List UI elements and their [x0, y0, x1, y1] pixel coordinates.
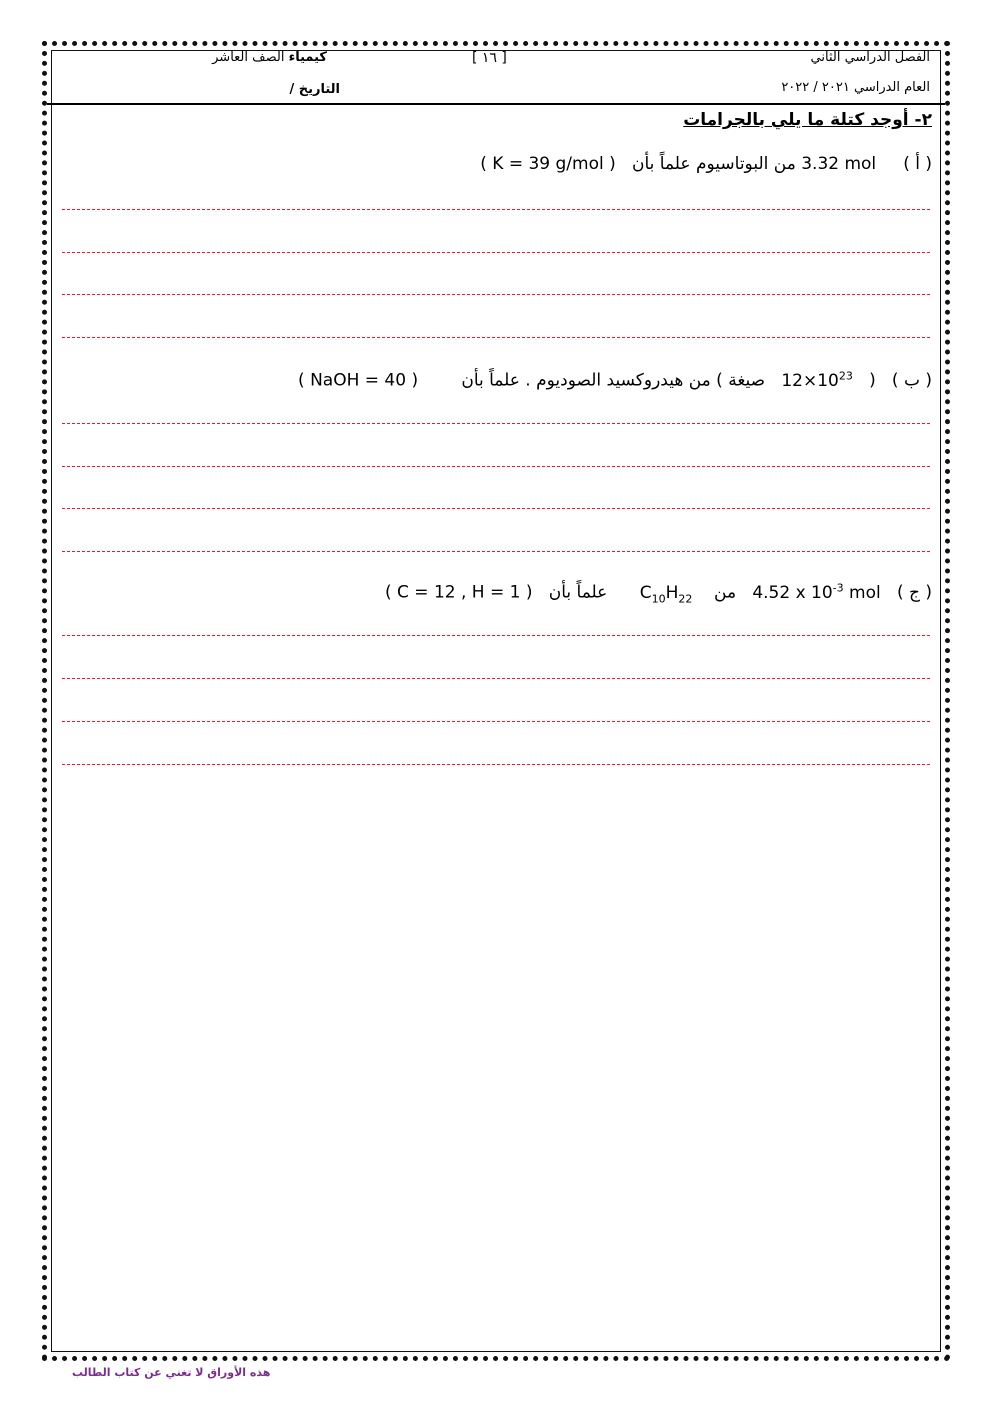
academic-year-label: العام الدراسي ٢٠٢١ / ٢٠٢٢: [781, 80, 930, 95]
page-number: [ ١٦ ]: [472, 50, 507, 66]
answer-line[interactable]: [62, 551, 930, 552]
section-title: ٢- أوجد كتلة ما يلي بالجرامات: [683, 110, 932, 130]
question-b-base: 10: [817, 370, 839, 391]
question-c-amount-value: 4.52 x 10: [752, 582, 833, 603]
question-c-formula-c-sub: 10: [651, 592, 666, 606]
question-a-text: من البوتاسيوم علماً بأن: [631, 154, 796, 174]
answer-line[interactable]: [62, 508, 930, 509]
question-b-label: ( ب ): [891, 370, 932, 391]
question-b: [298, 369, 932, 391]
question-b-text: صيغة ) من هيدروكسيد الصوديوم . علماً بأن: [461, 370, 766, 391]
answer-line[interactable]: [62, 764, 930, 765]
question-c-given: ( C = 12 , H = 1 ): [385, 582, 533, 603]
question-b-open-paren: (: [869, 370, 876, 391]
grade-label: الصف العاشر: [212, 50, 285, 65]
page-border: [42, 41, 950, 1361]
question-a: [480, 154, 932, 174]
answer-line[interactable]: [62, 635, 930, 636]
answer-line[interactable]: [62, 721, 930, 722]
answer-line[interactable]: [62, 423, 930, 424]
question-c-formula-h-sub: 22: [678, 592, 693, 606]
header-divider: [47, 103, 945, 105]
footer-note: هذه الأوراق لا تغني عن كتاب الطالب: [72, 1366, 271, 1379]
subject-label: كيمياء: [288, 50, 327, 65]
question-c-formula-c: C: [639, 582, 652, 603]
question-c-formula: [639, 582, 693, 606]
question-c-amount-exp: -3: [832, 581, 844, 594]
answer-line[interactable]: [62, 466, 930, 467]
question-c-min: من: [714, 582, 737, 603]
question-a-label: ( أ ): [903, 154, 932, 174]
answer-line[interactable]: [62, 252, 930, 253]
question-b-count: [781, 371, 853, 391]
question-c: [385, 581, 932, 605]
question-b-given: ( NaOH = 40 ): [298, 370, 419, 391]
question-b-times: ×: [802, 370, 818, 391]
question-b-coef: 12: [781, 370, 803, 391]
question-c-amount-unit: mol: [849, 582, 881, 603]
semester-label: الفصل الدراسي الثاني: [810, 50, 930, 65]
page-border-inner: [51, 50, 941, 1352]
question-c-text: علماً بأن: [548, 582, 608, 603]
date-label: التاريخ /: [289, 82, 340, 97]
answer-line[interactable]: [62, 337, 930, 338]
answer-line[interactable]: [62, 678, 930, 679]
question-c-amount: [752, 583, 880, 603]
question-c-formula-h: H: [665, 582, 679, 603]
answer-line[interactable]: [62, 209, 930, 210]
subject-grade: [212, 50, 327, 65]
answer-line[interactable]: [62, 294, 930, 295]
question-a-amount: 3.32 mol: [801, 154, 877, 174]
question-c-label: ( ج ): [896, 582, 932, 603]
question-b-exp: 23: [838, 369, 853, 382]
question-a-given: ( K = 39 g/mol ): [480, 154, 616, 174]
